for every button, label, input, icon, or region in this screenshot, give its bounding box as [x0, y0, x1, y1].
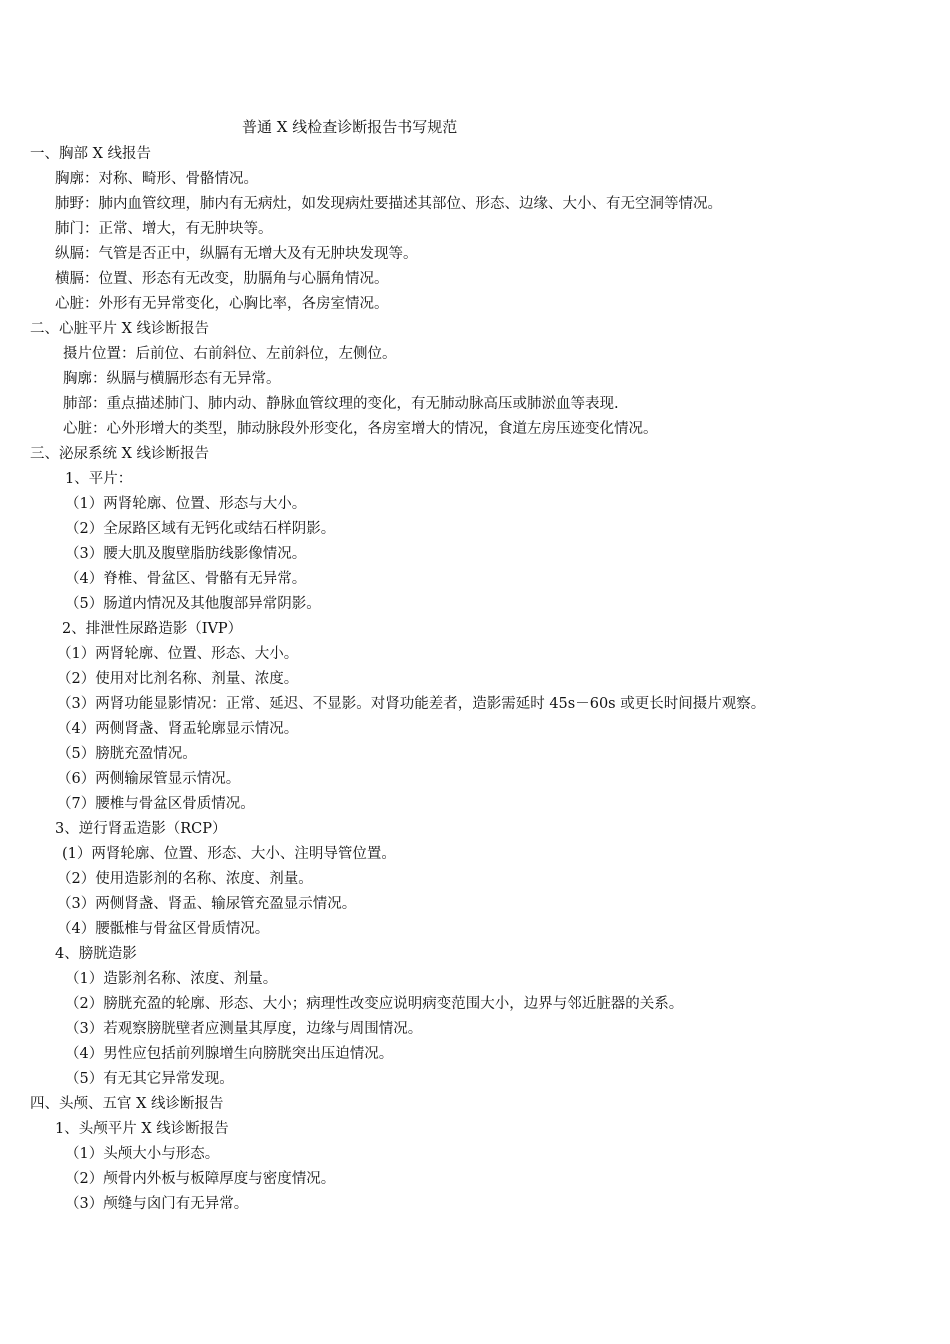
plain-item: （1）两肾轮廓、位置、形态与大小。 [65, 496, 307, 512]
subsection-heading-rcp: 3、逆行肾盂造影（RCP） [55, 821, 227, 837]
skull-item: （1）头颅大小与形态。 [65, 1146, 220, 1162]
plain-item: （4）脊椎、骨盆区、骨骼有无异常。 [65, 571, 307, 587]
ivp-item: （6）两侧输尿管显示情况。 [57, 771, 241, 787]
skull-item: （3）颅缝与囟门有无异常。 [65, 1196, 249, 1212]
rcp-item: （3）两侧肾盏、肾盂、输尿管充盈显示情况。 [57, 896, 357, 912]
heart-item: 肺部：重点描述肺门、肺内动、静脉血管纹理的变化，有无肺动脉高压或肺淤血等表现. [63, 396, 619, 412]
chest-item: 心脏：外形有无异常变化，心胸比率，各房室情况。 [55, 296, 389, 312]
rcp-item: （4）腰骶椎与骨盆区骨质情况。 [57, 921, 270, 937]
subsection-heading-ivp: 2、排泄性尿路造影（IVP） [62, 621, 243, 637]
chest-item: 纵膈：气管是否正中，纵膈有无增大及有无肿块发现等。 [55, 246, 418, 262]
ivp-item: （5）膀胱充盈情况。 [57, 746, 197, 762]
chest-item: 肺野：肺内血管纹理，肺内有无病灶，如发现病灶要描述其部位、形态、边缘、大小、有无空洞等情况。 [55, 196, 722, 212]
bladder-item: （4）男性应包括前列腺增生向膀胱突出压迫情况。 [65, 1046, 394, 1062]
subsection-heading-bladder: 4、膀胱造影 [55, 946, 137, 962]
subsection-heading-plain: 1、平片： [65, 471, 133, 487]
ivp-item: （3）两肾功能显影情况：正常、延迟、不显影。对肾功能差者，造影需延时 45s－60s 或更长时间摄片观察。 [57, 696, 766, 712]
bladder-item: （1）造影剂名称、浓度、剂量。 [65, 971, 278, 987]
chest-item: 肺门：正常、增大，有无肿块等。 [55, 221, 273, 237]
bladder-item: （5）有无其它异常发现。 [65, 1071, 234, 1087]
document-title: 普通 X 线检查诊断报告书写规范 [242, 118, 458, 136]
heart-item: 心脏：心外形增大的类型，肺动脉段外形变化，各房室增大的情况，食道左房压迹变化情况。 [63, 421, 658, 437]
ivp-item: （2）使用对比剂名称、剂量、浓度。 [57, 671, 299, 687]
rcp-item: （2）使用造影剂的名称、浓度、剂量。 [57, 871, 313, 887]
rcp-item: (1）两肾轮廓、位置、形态、大小、注明导管位置。 [62, 846, 396, 862]
plain-item: （2）全尿路区域有无钙化或结石样阴影。 [65, 521, 336, 537]
bladder-item: （2）膀胱充盈的轮廓、形态、大小；病理性改变应说明病变范围大小，边界与邻近脏器的关系。 [65, 996, 684, 1012]
subsection-heading-skull: 1、头颅平片 X 线诊断报告 [55, 1121, 229, 1137]
heart-item: 摄片位置：后前位、右前斜位、左前斜位，左侧位。 [63, 346, 397, 362]
plain-item: （5）肠道内情况及其他腹部异常阴影。 [65, 596, 321, 612]
plain-item: （3）腰大肌及腹壁脂肪线影像情况。 [65, 546, 307, 562]
section-heading-heart: 二、心脏平片 X 线诊断报告 [30, 321, 210, 337]
document-body [0, 142, 950, 1217]
ivp-item: （4）两侧肾盏、肾盂轮廓显示情况。 [57, 721, 299, 737]
section-heading-chest: 一、胸部 X 线报告 [30, 146, 152, 162]
ivp-item: （1）两肾轮廓、位置、形态、大小。 [57, 646, 299, 662]
chest-item: 胸廓：对称、畸形、骨骼情况。 [55, 171, 258, 187]
ivp-item: （7）腰椎与骨盆区骨质情况。 [57, 796, 255, 812]
section-heading-urinary: 三、泌尿系统 X 线诊断报告 [30, 446, 210, 462]
skull-item: （2）颅骨内外板与板障厚度与密度情况。 [65, 1171, 336, 1187]
chest-item: 横膈：位置、形态有无改变，肋膈角与心膈角情况。 [55, 271, 389, 287]
bladder-item: （3）若观察膀胱壁者应测量其厚度，边缘与周围情况。 [65, 1021, 423, 1037]
heart-item: 胸廓：纵膈与横膈形态有无异常。 [63, 371, 281, 387]
section-heading-head: 四、头颅、五官 X 线诊断报告 [30, 1096, 224, 1112]
